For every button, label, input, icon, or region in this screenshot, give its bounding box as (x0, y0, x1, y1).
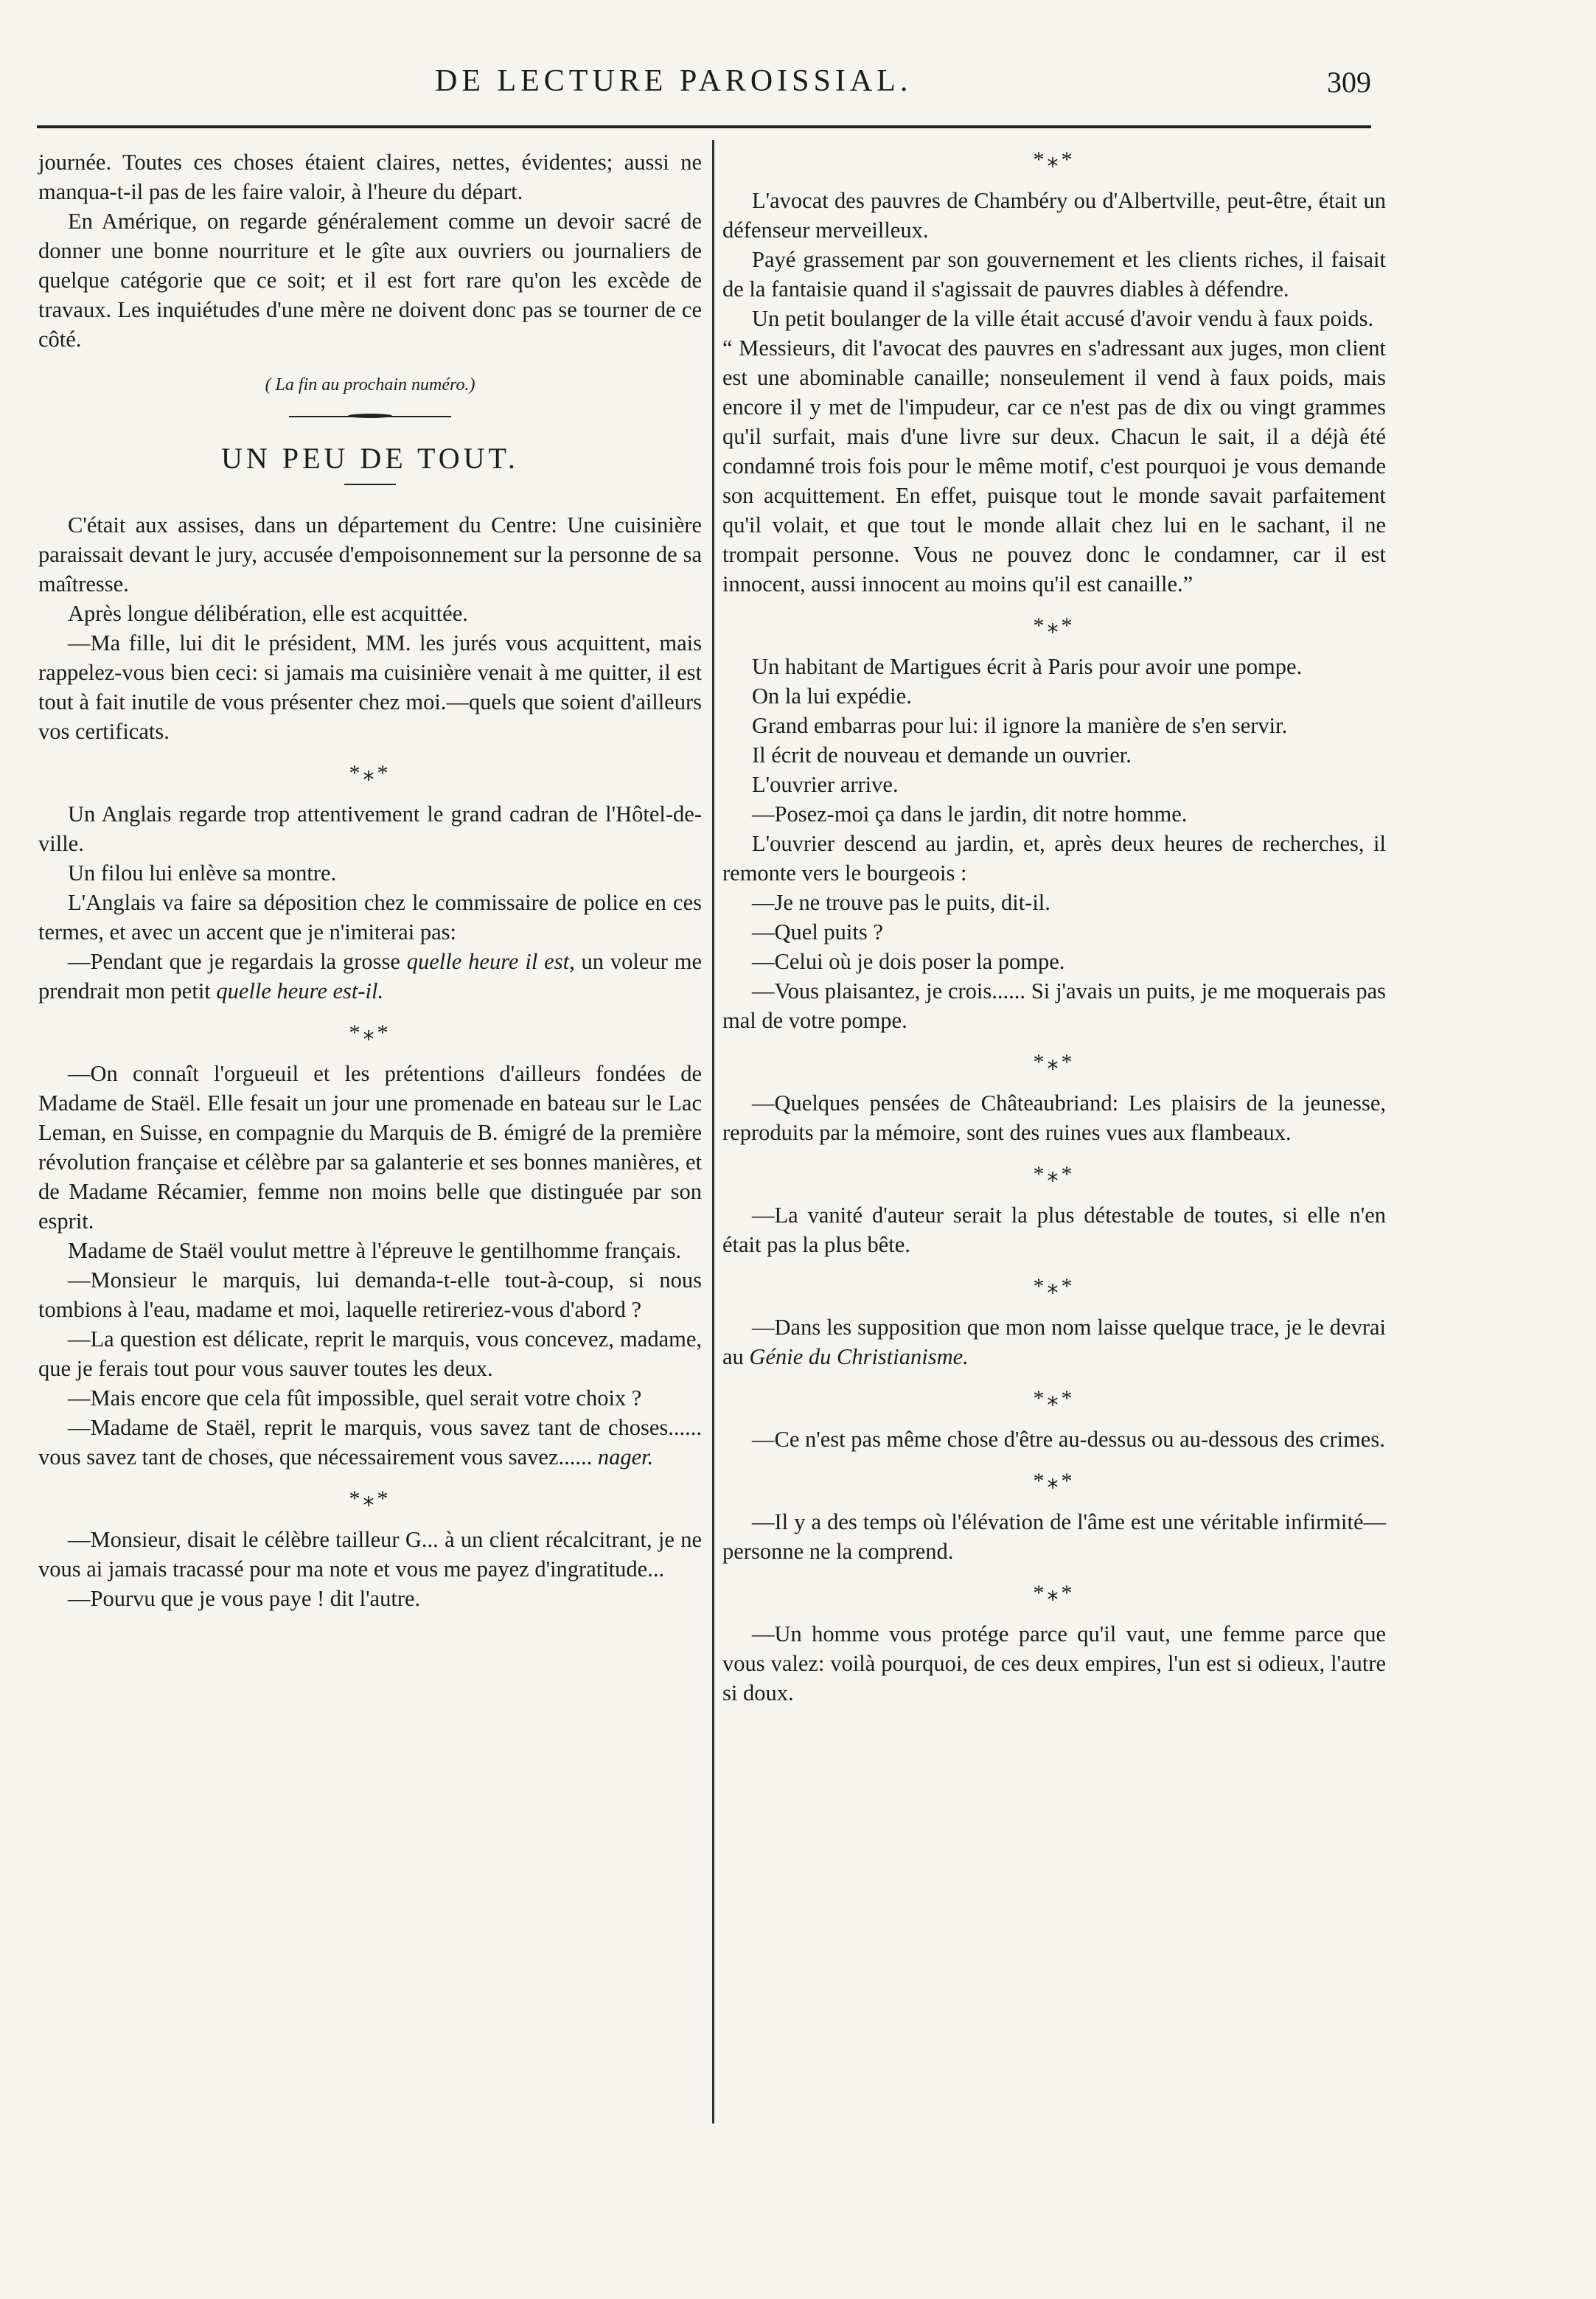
paragraph: C'était aux assises, dans un département du Centre: Une cuisinière paraissait devant le jury, accusée d'empoisonnement sur la personne de sa maîtresse. (38, 512, 702, 597)
paragraph: journée. Toutes ces choses étaient claires, nettes, évidentes; aussi ne manqua-t-il pas de les faire valoir, à l'heure du départ. (38, 150, 702, 204)
paragraph: L'avocat des pauvres de Chambéry ou d'Albertville, peut-être, était un défenseur merveilleux. (722, 188, 1386, 243)
paragraph: Un Anglais regarde trop attentivement le grand cadran de l'Hôtel-de-ville. (38, 801, 702, 856)
paragraph: Madame de Staël voulut mettre à l'épreuve le gentilhomme français. (68, 1238, 682, 1263)
paragraph: —Quel puits ? (752, 919, 883, 945)
paragraph: Un petit boulanger de la ville était accusé d'avoir vendu à faux poids. (752, 306, 1374, 331)
italic-text: nager. (597, 1444, 654, 1470)
paragraph: —Quelques pensées de Châteaubriand: Les plaisirs de la jeunesse, reproduits par la mémoire, sont des ruines vues aux flambeaux. (722, 1091, 1386, 1145)
paragraph (38, 947, 702, 1006)
asterism-separator: *⁎* (1033, 147, 1076, 172)
asterism-separator: *⁎* (1033, 1274, 1076, 1298)
paragraph: —Celui où je dois poser la pompe. (752, 949, 1065, 974)
text-run: —Pendant que je regardais la grosse (68, 949, 407, 974)
asterism-separator: *⁎* (1033, 1469, 1076, 1493)
asterism-separator: *⁎* (1033, 1162, 1076, 1186)
paragraph: —Un homme vous protége parce qu'il vaut, une femme parce que vous valez: voilà pourquoi, de ces deux empires, l'un est si odieux, l'autre si doux. (722, 1621, 1386, 1705)
paragraph: Il écrit de nouveau et demande un ouvrier. (752, 742, 1132, 768)
paragraph: —La question est délicate, reprit le marquis, vous concevez, madame, que je ferais tout pour vous sauver toutes les deux. (38, 1326, 702, 1381)
paragraph: L'ouvrier arrive. (752, 772, 899, 797)
paragraph: On la lui expédie. (752, 684, 912, 709)
paragraph: —La vanité d'auteur serait la plus détestable de toutes, si elle n'en était pas la plus bête. (722, 1203, 1386, 1257)
asterism-separator: *⁎* (349, 1486, 391, 1511)
text-run: —Madame de Staël, reprit le marquis, vous savez tant de choses...... vous savez tant de choses, que nécessairement vous savez...... (38, 1415, 702, 1470)
text-run: , un voleur me prendrait mon petit (38, 949, 702, 1004)
column-divider (712, 140, 714, 2124)
asterism-separator: *⁎* (1033, 613, 1076, 638)
paragraph: —On connaît l'orgueuil et les prétentions d'ailleurs fondées de Madame de Staël. Elle fesait un jour une promenade en bateau sur le Lac Leman, en Suisse, en compagnie du Marquis de B. émigré de la première révolution française et célèbre par sa galanterie et ses bonnes manières, et de Madame Récamier, femme non moins belle que distinguée par son esprit. (38, 1061, 702, 1234)
italic-text: Génie du Christianisme. (749, 1344, 969, 1369)
left-column (38, 147, 702, 1613)
italic-text: quelle heure est-il. (216, 978, 384, 1004)
asterism-separator: *⁎* (349, 761, 391, 785)
ornament-divider (289, 416, 451, 422)
paragraph: —Posez-moi ça dans le jardin, dit notre homme. (752, 801, 1188, 827)
paragraph: —Ce n'est pas même chose d'être au-dessus ou au-dessous des crimes. (752, 1427, 1385, 1452)
text-run: —Dans les supposition que mon nom laisse quelque trace, je le devrai au (722, 1315, 1386, 1369)
title-rule (344, 484, 396, 485)
asterism-separator: *⁎* (1033, 1581, 1076, 1605)
asterism-separator: *⁎* (1033, 1386, 1076, 1411)
continuation-note: ( La fin au prochain numéro.) (265, 375, 475, 394)
paragraph: En Amérique, on regarde généralement comme un devoir sacré de donner une bonne nourriture et le gîte aux ouvriers ou journaliers de quelque catégorie que ce soit; et il est fort rare qu'on les excède de travaux. Les inquiétudes d'une mère ne doivent donc pas se tourner de ce côté. (38, 209, 702, 352)
asterism-separator: *⁎* (349, 1020, 391, 1045)
paragraph: Un filou lui enlève sa montre. (68, 860, 337, 886)
paragraph: —Mais encore que cela fût impossible, quel serait votre choix ? (68, 1385, 642, 1411)
paragraph: —Ma fille, lui dit le président, MM. les jurés vous acquittent, mais rappelez-vous bien ceci: si jamais ma cuisinière venait à me quitter, il est tout à fait inutile de vous présenter chez moi.—quels que soient d'ailleurs vos certificats. (38, 630, 702, 744)
paragraph: —Vous plaisantez, je crois...... Si j'avais un puits, je me moquerais pas mal de votre pompe. (722, 978, 1386, 1033)
paragraph: —Je ne trouve pas le puits, dit-il. (752, 890, 1050, 915)
paragraph (722, 1312, 1386, 1371)
paragraph: —Pourvu que je vous paye ! dit l'autre. (68, 1586, 421, 1611)
paragraph: Après longue délibération, elle est acquittée. (68, 601, 468, 626)
paragraph: —Monsieur, disait le célèbre tailleur G... à un client récalcitrant, je ne vous ai jamais tracassé pour ma note et vous me payez d'ingratitude... (38, 1527, 702, 1582)
header-rule (37, 125, 1371, 128)
running-title: DE LECTURE PAROISSIAL. (435, 64, 913, 98)
paragraph: —Il y a des temps où l'élévation de l'âme est une véritable infirmité—personne ne la comprend. (722, 1509, 1386, 1564)
paragraph: “ Messieurs, dit l'avocat des pauvres en s'adressant aux juges, mon client est une abominable canaille; nonseulement il vend à faux poids, mais encore il y met de l'impudeur, car ce n'est pas de dix ou vingt grammes qu'il surfait, mais d'une livre sur deux. Chacun le sait, il a déjà été condamné trois fois pour le même motif, c'est pourquoi je vous demande son acquittement. En effet, puisque tout le monde savait parfaitement qu'il volait, et que tout le monde allait chez lui en le sachant, il ne trompait personne. Vous ne pouvez donc le condamner, car il est innocent, aussi innocent au moins qu'il est canaille.” (722, 335, 1386, 597)
italic-text: quelle heure il est (406, 949, 570, 974)
paragraph: —Monsieur le marquis, lui demanda-t-elle tout-à-coup, si nous tombions à l'eau, madame et moi, laquelle retireriez-vous d'abord ? (38, 1267, 702, 1322)
asterism-separator: *⁎* (1033, 1050, 1076, 1074)
running-header (37, 63, 1371, 122)
paragraph: Payé grassement par son gouvernement et les clients riches, il faisait de la fantaisie quand il s'agissait de pauvres diables à défendre. (722, 247, 1386, 302)
paragraph: L'ouvrier descend au jardin, et, après deux heures de recherches, il remonte vers le bourgeois : (722, 831, 1386, 886)
paragraph: Un habitant de Martigues écrit à Paris pour avoir une pompe. (752, 654, 1303, 679)
right-column (722, 147, 1386, 1708)
paragraph: Grand embarras pour lui: il ignore la manière de s'en servir. (752, 713, 1288, 738)
paragraph: L'Anglais va faire sa déposition chez le commissaire de police en ces termes, et avec un accent que je n'imiterai pas: (38, 890, 702, 945)
section-title: UN PEU DE TOUT. (221, 442, 519, 475)
paragraph (38, 1413, 702, 1472)
page-number: 309 (1327, 66, 1371, 99)
